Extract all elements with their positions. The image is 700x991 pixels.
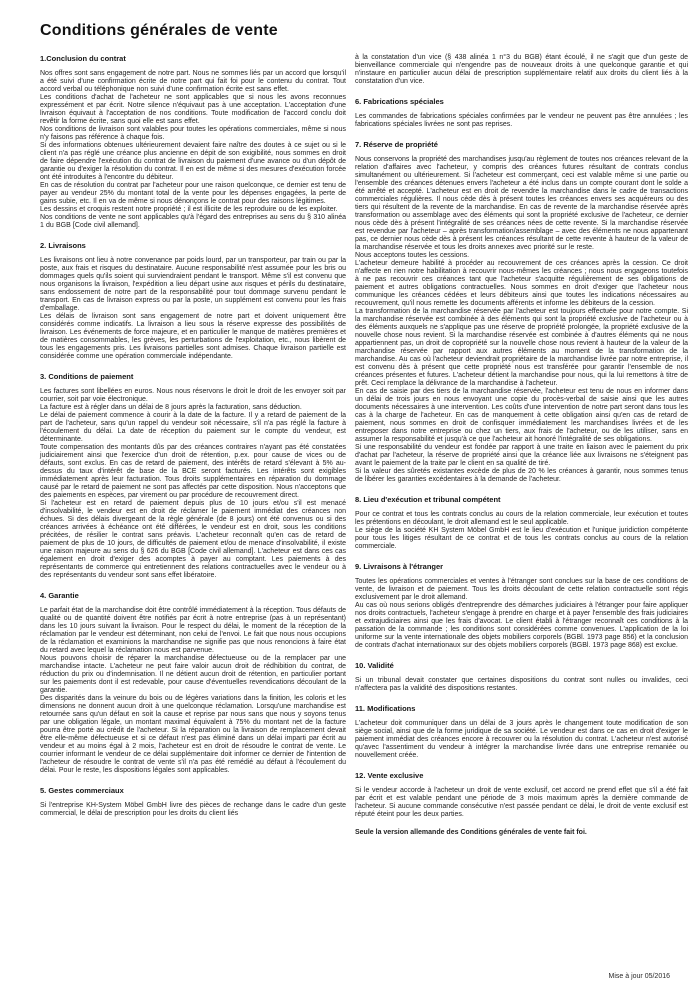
legal-note: Seule la version allemande des Conditions générales de vente fait foi. — [355, 829, 587, 836]
paragraph: à la constatation d'un vice (§ 438 alinéa 1 n°3 du BGB) étant écoulé, il ne s'agit que d'un geste de bienveillance commerciale qui n'engendre pas de nouveaux droits à une quelconque garantie et qui n'instaure en particulier aucun délai de prescription supplémentaire relatif aux droits du client liés à la constatation d'un vice. — [355, 54, 688, 85]
paragraph: Le parfait état de la marchandise doit être contrôlé immédiatement à la réception. Tous défauts de qualité ou de quantité doivent être notifiés par écrit à notre entreprise (pas à un représentant) dans les 10 jours suivant la livraison. Pour le respect du délai, le moment de la réception de la réclamation par le vendeur est déterminant, non celui de l'envoi. Le fait que nous nous occupions de la réclamation et examinions la marchandise ne signifie pas que nous renoncions à faire état du retard avec lequel la réclamation nous est parvenue. — [40, 607, 346, 654]
paragraph: Nos conditions de livraison sont valables pour toutes les opérations commerciales, même si nous n'y faisons pas référence à chaque fois. — [40, 126, 346, 141]
section-block — [40, 54, 346, 230]
section-heading: 12. Vente exclusive — [355, 771, 424, 780]
paragraph: Si des informations obtenues ultérieurement devaient faire naître des doutes à ce sujet ou si le client n'a pas réglé une créance plus ancienne en dépit de son exigibilité, nous sommes en droit de faire dépendre l'exécution du contrat de livraison du paiement d'une avance ou d'un dépôt de garantie ou d'exiger la résolution du contrat. Il en est de même si des mesures d'exécution forcée ont été introduites à l'encontre du débiteur. — [40, 142, 346, 181]
paragraph: Nous acceptons toutes les cessions. — [355, 252, 470, 259]
last-updated-stamp: Mise à jour 05/2016 — [608, 973, 670, 980]
paragraph: Toute compensation des montants dûs par des créances contraires n'ayant pas été constatées judiciairement ainsi que l'exercice d'un droit de rétention, p.ex. pour cause de vices ou de défauts, sont exclus. En cas de retard de paiement, des intérêts de retard s'élevant à 5% au-dessus du taux d'intérêt de base de la BCE seront facturés. Les intérêts sont exigibles immédiatement après leur facturation. Tous droits supplémentaires en réparation du dommage causé par le retard de paiement ne sont pas affectés par cette disposition. Nous n'acceptons que des paiements en espèces, par virement ou par procédure de recouvrement direct. — [40, 444, 346, 499]
right-column — [355, 54, 688, 845]
section-block — [40, 372, 346, 580]
paragraph: Si une responsabilité du vendeur est fondée par rapport à une traite en liaison avec le paiement du prix d'achat par l'acheteur, la réserve de propriété ainsi que la créance liée aux livraisons ne s'éteignent pas avant le paiement de la traite par le client en sa qualité de tiré. — [355, 444, 688, 467]
paragraph: Les conditions d'achat de l'acheteur ne sont applicables que si nous les avons reconnues expressément et par écrit. Notre silence n'équivaut pas à une acceptation. L'acceptation d'une livraison équivaut à l'acceptation de nos conditions. Toute modification de l'accord conclu doit revêtir la forme écrite, sans quoi elle est sans effet. — [40, 94, 346, 125]
section-block — [355, 495, 688, 551]
paragraph: Si un tribunal devait constater que certaines dispositions du contrat sont nulles ou invalides, ceci n'affectera pas la validité des dispositions restantes. — [355, 677, 688, 692]
section-heading: 11. Modifications — [355, 704, 416, 713]
paragraph: Si le vendeur accorde à l'acheteur un droit de vente exclusif, cet accord ne prend effet que s'il a été fait par écrit et est valable pendant une période de 3 mois maximum après la dernière commande de l'acheteur. Si aucune commande consécutive n'est passée pendant ce délai, le droit de vente exclusif est réputé éteint pour les deux parties. — [355, 787, 688, 818]
section-block — [355, 54, 688, 86]
page-title: Conditions générales de vente — [40, 22, 278, 39]
paragraph: Nous pouvons choisir de réparer la marchandise défectueuse ou de la remplacer par une marchandise intacte. L'acheteur ne peut faire valoir aucun droit de rédhibition du contrat, de réduction du prix ou d'indemnisation. Il ne détient aucun droit de rétention, en particulier portant sur les paiements dont il est redevable, pour cause d'éventuelles revendications découlant de la garantie. — [40, 655, 346, 694]
section-heading: 8. Lieu d'exécution et tribunal compétent — [355, 495, 501, 504]
section-heading: 9. Livraisons à l'étranger — [355, 562, 444, 571]
section-block — [355, 771, 688, 819]
paragraph: Pour ce contrat et tous les contrats conclus au cours de la relation commerciale, leur exécution et toutes les prétentions en découlant, le droit allemand est le seul applicable. — [355, 511, 688, 526]
section-block — [40, 241, 346, 361]
section-heading: 6. Fabrications spéciales — [355, 97, 444, 106]
section-block — [355, 704, 688, 760]
paragraph: Les commandes de fabrications spéciales confirmées par le vendeur ne peuvent pas être annulées ; les fabrications spéciales livrées ne sont pas reprises. — [355, 113, 688, 128]
paragraph: Nos conditions de vente ne sont applicables qu'à l'égard des entreprises au sens du § 310 alinéa 1 du BGB [Code civil allemand]. — [40, 214, 346, 229]
section-heading: 4. Garantie — [40, 591, 79, 600]
two-column-layout — [40, 54, 688, 845]
paragraph: En cas de résolution du contrat par l'acheteur pour une raison quelconque, ce dernier est tenu de payer au vendeur 25% du montant total de la vente pour les dépenses engagées, la perte de gains subie, etc. Il en va de même si nous dénonçons le contrat pour des raisons légitimes. — [40, 182, 346, 205]
section-block — [355, 562, 688, 650]
paragraph: Le délai de paiement commence à courir à la date de la facture. Il y a retard de paiement de la part de l'acheteur, sans qu'un rappel du vendeur soit nécessaire, s'il n'a pas réglé la facture à l'écoulement du délai. La date de réception du paiement sur le compte du vendeur, est déterminante. — [40, 412, 346, 443]
section-heading: 7. Réserve de propriété — [355, 140, 438, 149]
paragraph: Si l'acheteur est en retard de paiement depuis plus de 10 jours et/ou s'il est menacé d'insolvabilité, le vendeur est en droit de réclamer le paiement immédiat des créances non échues. Si des délais divergeant de la règle générale (de 8 jours) ont été convenus ou si des créances arrivées à échéance ont été différées, le vendeur est en droit, sous les conditions précitées, de résilier le contrat sans préavis. L'acheteur reconnaît qu'en cas de retard de paiement de plus de 10 jours, de difficultés de paiement et/ou de menace d'insolvabilité, il existe une raison majeure au sens du § 626 du BGB [Code civil allemand]. L'acheteur est dans ces cas également en droit d'exiger des acomptes à payer au comptant. Les paiements à des représentants de commerce qui entretiennent des relations contractuelles avec le vendeur ou à des représentants du vendeur sont sans effet libératoire. — [40, 500, 346, 579]
section-heading: 1.Conclusion du contrat — [40, 54, 126, 63]
section-heading: 2. Livraisons — [40, 241, 86, 250]
section-block — [355, 97, 688, 129]
paragraph: Nos offres sont sans engagement de notre part. Nous ne sommes liés par un accord que lorsqu'il a été suivi d'une confirmation écrite de notre part qui fait foi pour le contenu du contrat. Tout accord verbal ou téléphonique non suivi d'une confirmation écrite est sans effet. — [40, 70, 346, 93]
paragraph: Au cas où nous serions obligés d'entreprendre des démarches judiciaires à l'étranger pour faire appliquer nos droits contractuels, l'acheteur s'engage à prendre en charge et à payer l'ensemble des frais judiciaires et extrajudiciaires ainsi que les frais d'avocat. Le client établi à l'étranger reconnaît ces conditions à la passation de la commande ; les conditions sont considérées comme convenues. L'application de la loi uniforme sur la vente internationale des objets mobiliers corporels (BGBl. 1973 page 856) et la conclusion de contrats d'achat internationaux sur des objets mobiliers corporels (BGBl. 1973 page 868) est exclue. — [355, 602, 688, 649]
paragraph: Les factures sont libellées en euros. Nous nous réservons le droit le droit de les envoyer soit par courrier, soit par voie électronique. — [40, 388, 346, 403]
paragraph: Toutes les opérations commerciales et ventes à l'étranger sont conclues sur la base de ces conditions de vente, de livraison et de paiement. Tous les droits découlant de cette relation contractuelle sont régis exclusivement par le droit allemand. — [355, 578, 688, 601]
paragraph: En cas de saisie par des tiers de la marchandise réservée, l'acheteur est tenu de nous en informer dans un délai de trois jours en nous envoyant une copie du procès-verbal de saisie ainsi que les autres documents nécessaires à une intervention. Les coûts d'une intervention de notre part seront dans tous les cas à la charge de l'acheteur. En cas de manquement à cette obligation ainsi qu'en cas de retard de paiement, nous sommes en droit de confisquer immédiatement les marchandises livrées et de les entreposer dans notre entreprise ou chez un tiers, aux frais de l'acheteur, ou de les utiliser, sans en assumer la responsabilité et jusqu'à ce que l'acheteur ait honoré l'intégralité de ses obligations. — [355, 388, 688, 443]
paragraph: Les livraisons ont lieu à notre convenance par poids lourd, par un transporteur, par train ou par la poste, aux frais et risques du destinataire. Aucune responsabilité n'est assumée pour les bris ou dommages quels qu'ils soient qui surviendraient pendant le transport. Même s'il est convenu que nous organisons la livraison, l'expédition a lieu départ usine aux risques et périls du destinataire, sans endossement de notre part de la responsabilité pour tout dommage survenu pendant le transport. En cas de livraison express ou par la poste, un supplément est convenu pour les frais d'emballage. — [40, 257, 346, 312]
paragraph: Si la valeur des sûretés existantes excède de plus de 20 % les créances à garantir, nous sommes tenus de libérer les garanties excédentaires à la demande de l'acheteur. — [355, 468, 688, 483]
paragraph: L'acheteur demeure habilité à procéder au recouvrement de ces créances après la cession. Ce droit n'affecte en rien notre habilitation à recouvrir nous-mêmes les créances ; nous nous engageons toutefois à ne pas recouvrir ces créances tant que l'acheteur s'acquitte régulièrement de ses obligations de paiement et autres obligations contractuelles. Nous sommes en droit d'exiger que l'acheteur nous communique les créances cédées et leurs débiteurs ainsi que toutes les indications nécessaires au recouvrement, qu'il nous remette les documents afférents et informe les débiteurs de la cession. — [355, 260, 688, 307]
section-block — [355, 140, 688, 484]
paragraph: Les dessins et croquis restent notre propriété ; il est illicite de les reproduire ou de les exploiter. — [40, 206, 338, 213]
section-block — [355, 661, 688, 693]
left-column — [40, 54, 346, 818]
paragraph: La transformation de la marchandise réservée par l'acheteur est toujours effectuée pour notre compte. Si la marchandise réservée est combinée à des éléments qui sont la propriété exclusive de l'acheteur ou à des éléments auxquels ne s'applique pas une réserve de propriété prolongée, la propriété exclusive de la nouvelle chose nous revient. Si la marchandise réservée est combinée à d'autres éléments qui ne nous appartiennent pas, un droit de copropriété sur la nouvelle chose nous revient à hauteur de la valeur de la marchandise réservée par rapport aux autres éléments au moment de la transformation de la marchandise. Au cas où l'acheteur deviendrait propriétaire de la marchandise livrée par notre entreprise, il est convenu dès à présent que cette propriété nous est transférée pour garantir l'ensemble de nos créances présentes et futures. L'acheteur détient la marchandise pour nous, qui la lui remettons à titre de prêt. Ceci remplace la délivrance de la marchandise à l'acheteur. — [355, 308, 688, 387]
section-heading: 5. Gestes commerciaux — [40, 786, 124, 795]
section-heading: 3. Conditions de paiement — [40, 372, 134, 381]
paragraph: Si l'entreprise KH-System Möbel GmbH livre des pièces de rechange dans le cadre d'un geste commercial, le délai de prescription pour les droits du client liés — [40, 802, 346, 817]
paragraph: L'acheteur doit communiquer dans un délai de 3 jours après le changement toute modification de son siège social, ainsi que de la forme juridique de sa société. Le vendeur est dans ce cas en droit d'exiger le paiement immédiat des créances encore à recouvrer ou la résolution du contrat. L'acheteur n'est autorisé qu'avec l'assentiment du vendeur à intégrer la marchandise livrée dans une entreprise remaniée ou nouvellement créée. — [355, 720, 688, 759]
section-block — [40, 786, 346, 818]
paragraph: La facture est à régler dans un délai de 8 jours après la facturation, sans déduction. — [40, 404, 302, 411]
paragraph: Des disparités dans la veinure du bois ou de légères variations dans la finition, les coloris et les dimensions ne donnent aucun droit à une quelconque réclamation. Lorsqu'une marchandise est retournée sans qu'un défaut en soit la cause et reprise par nous sans que nous y soyons tenus par une obligation légale, un montant maximal équivalent à 75% du montant net de la facture pourra être porté au crédit de l'acheteur. Si la réparation ou la livraison de remplacement devait être elle-même défectueuse et si ce défaut n'est pas éliminé dans un délai imparti par écrit au vendeur et au moins égal à 2 mois, l'acheteur est en droit de résoudre le contrat de vente. Le courrier informant le vendeur de ce délai supplémentaire doit informer ce dernier de l'intention de l'acheteur de résoudre le contrat de vente s'il n'a pas été remédié au défaut à l'écoulement du délai. Pour le reste, les dispositions légales sont applicables. — [40, 695, 346, 774]
paragraph: Nous conservons la propriété des marchandises jusqu'au règlement de toutes nos créances relevant de la relation d'affaires avec l'acheteur, y compris des créances futures résultant de contrats conclus simultanément ou ultérieurement. Si l'acheteur est commerçant, ceci est valable même si une partie ou l'ensemble des créances détenues envers l'acheteur a été inclus dans un compte courant dont le solde a été arrêté et accepté. L'acheteur est en droit de revendre la marchandise dans le cadre de transactions commerciales régulières. Il nous cède dès à présent toutes les créances envers ses acquéreurs ou des tiers qui résultent de la revente de la marchandise. En cas de revente de la marchandise réservée après transformation ou assemblage avec des éléments qui sont la propriété exclusive de l'acheteur, ce dernier nous cède dès à présent l'intégralité de ses créances nées de cette revente. Si la marchandise réservée est revendue par l'acheteur – après transformation/assemblage – avec des éléments ne nous appartenant pas, ce dernier nous cède dès à présent les créances résultant de cette revente à hauteur de la valeur de la marchandise réservée et tous les droits annexes avec priorité sur le reste. — [355, 156, 688, 251]
paragraph: Les délais de livraison sont sans engagement de notre part et doivent uniquement être considérés comme indicatifs. La livraison a lieu sous la réserve expresse des possibilités de livraison. Les événements de force majeure, et en particulier le manque de matières premières et de matières consommables, les grèves, les perturbations de l'exploitation, etc., nous libèrent de tous les engagements pris. Les livraisons partielles sont admises. Chaque livraison partielle est considérée comme une opération commerciale indépendante. — [40, 313, 346, 360]
right-column-sections — [355, 54, 688, 819]
section-block — [40, 591, 346, 775]
paragraph: Le siège de la société KH System Möbel GmbH est le lieu d'exécution et l'unique juridiction compétente pour tous les litiges résultant de ce contrat et de tous les contrats conclus au cours de la relation commerciale. — [355, 527, 688, 550]
section-heading: 10. Validité — [355, 661, 394, 670]
